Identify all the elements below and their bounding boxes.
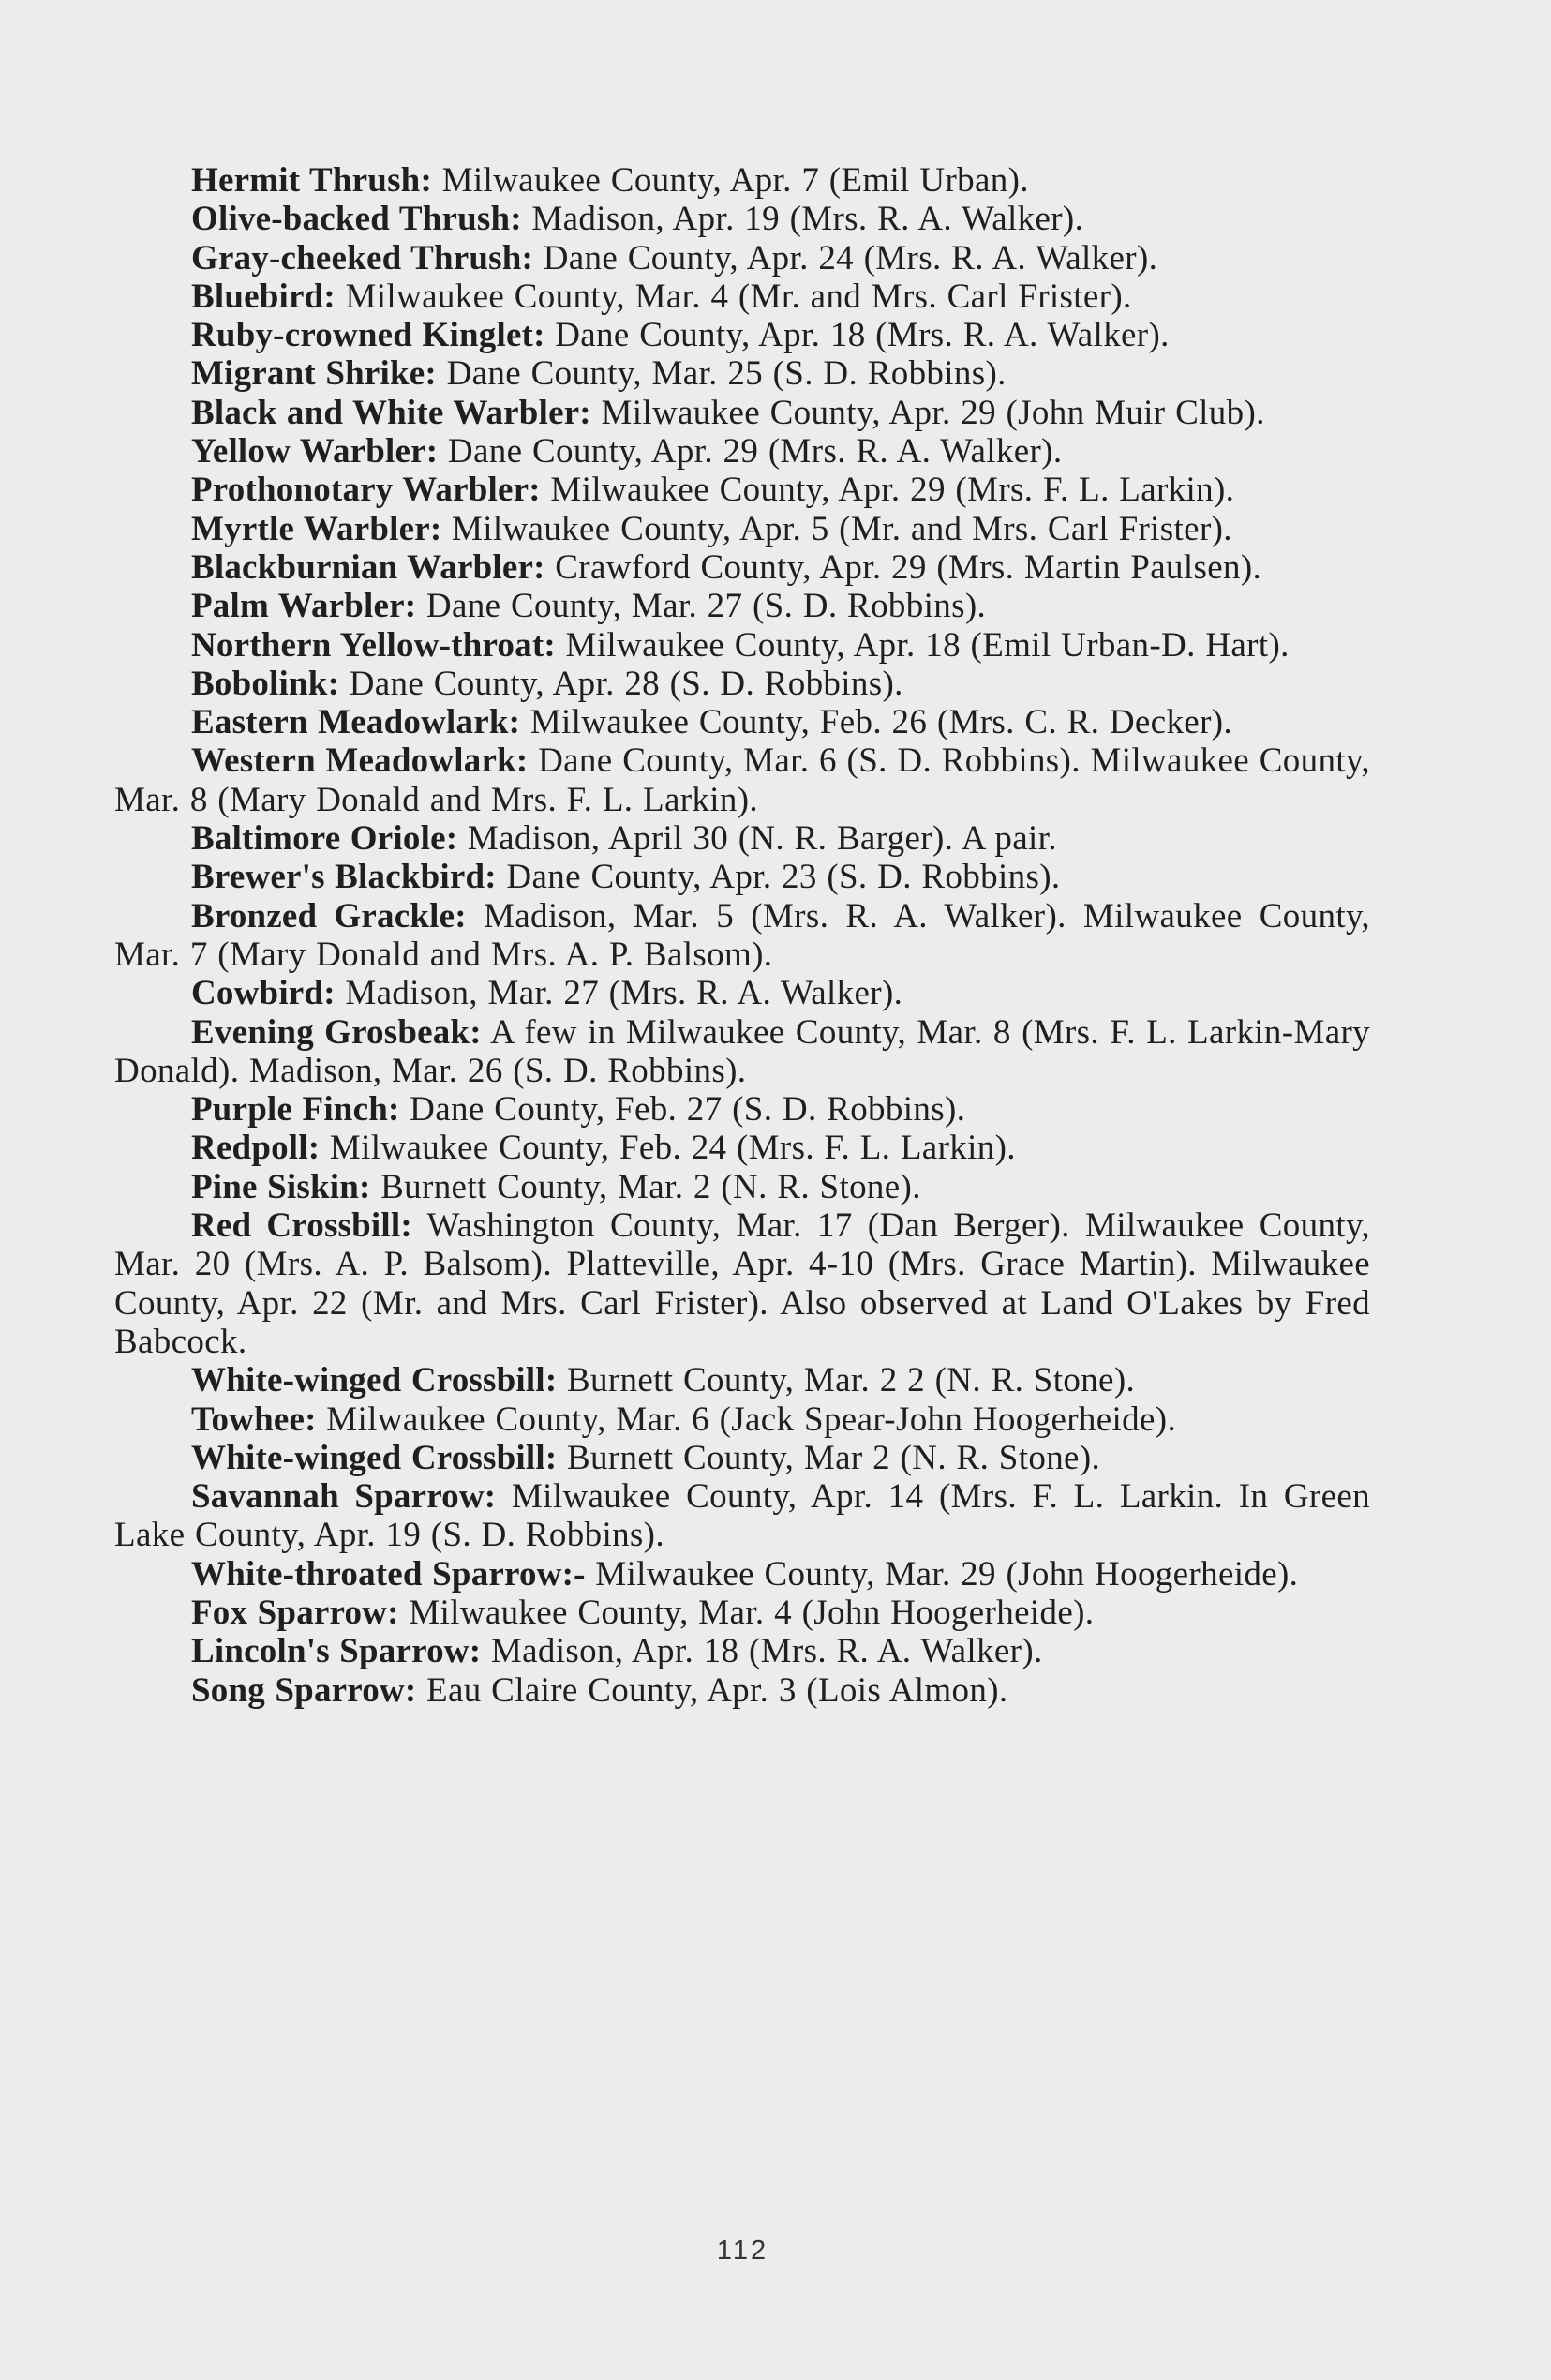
list-item	[114, 897, 1370, 975]
list-item	[114, 548, 1370, 587]
species-name: Song Sparrow:	[191, 1670, 417, 1710]
species-name: Fox Sparrow:	[191, 1593, 399, 1632]
species-name: Brewer's Blackbird:	[191, 858, 497, 897]
species-name: Northern Yellow-throat:	[191, 625, 556, 665]
species-name: Ruby-crowned Kinglet:	[191, 316, 545, 355]
record-text: Madison, Mar. 27 (Mrs. R. A. Walker).	[345, 974, 903, 1013]
record-text: Madison, Mar. 5 (Mrs. R. A. Walker). Milwaukee County, Mar. 7 (Mary Donald and Mrs. A. P. Balsom).	[114, 896, 1370, 974]
list-item	[114, 1013, 1370, 1091]
record-text: A few in Milwaukee County, Mar. 8 (Mrs. F. L. Larkin-Mary Donald). Madison, Mar. 26 (S. D. Robbins).	[114, 1012, 1370, 1090]
species-name: Eastern Meadowlark:	[191, 703, 521, 742]
record-text: Dane County, Apr. 24 (Mrs. R. A. Walker).	[543, 238, 1158, 277]
record-text: Burnett County, Mar. 2 2 (N. R. Stone).	[566, 1361, 1136, 1400]
record-text: Milwaukee County, Apr. 5 (Mr. and Mrs. Carl Frister).	[451, 509, 1232, 548]
species-name: Hermit Thrush:	[191, 161, 432, 200]
list-item	[114, 471, 1370, 509]
species-name: Palm Warbler:	[191, 587, 417, 626]
record-text: Dane County, Feb. 27 (S. D. Robbins).	[410, 1090, 966, 1130]
species-name: Olive-backed Thrush:	[191, 200, 522, 239]
list-item	[114, 974, 1370, 1012]
record-text: Milwaukee County, Apr. 29 (Mrs. F. L. Larkin).	[550, 471, 1235, 510]
list-item	[114, 1594, 1370, 1632]
species-name: Baltimore Oriole:	[191, 819, 458, 859]
species-name: Bobolink:	[191, 664, 340, 703]
record-text: Eau Claire County, Apr. 3 (Lois Almon).	[426, 1670, 1008, 1710]
list-item	[114, 1555, 1370, 1594]
record-text: Burnett County, Mar 2 (N. R. Stone).	[566, 1438, 1101, 1477]
record-text: Dane County, Apr. 29 (Mrs. R. A. Walker).	[447, 432, 1063, 472]
record-text: Dane County, Apr. 23 (S. D. Robbins).	[506, 858, 1061, 897]
record-text: Dane County, Mar. 27 (S. D. Robbins).	[425, 587, 987, 626]
species-name: Bluebird:	[191, 277, 336, 316]
species-name: Yellow Warbler:	[191, 432, 439, 472]
species-name: White-winged Crossbill:	[191, 1361, 558, 1400]
record-text: Milwaukee County, Apr. 18 (Emil Urban-D. Hart).	[565, 625, 1290, 665]
record-text: Madison, April 30 (N. R. Barger). A pair.	[467, 819, 1057, 859]
record-text: Milwaukee County, Mar. 6 (Jack Spear-John Hoogerheide).	[326, 1400, 1177, 1439]
record-text: Milwaukee County, Mar. 4 (John Hoogerheide).	[409, 1593, 1095, 1632]
list-item	[114, 200, 1370, 238]
record-text: Milwaukee County, Apr. 14 (Mrs. F. L. Larkin. In Green Lake County, Apr. 19 (S. D. Robbins).	[114, 1477, 1370, 1555]
record-text: Milwaukee County, Apr. 29 (John Muir Club).	[601, 393, 1265, 432]
species-name: Western Meadowlark:	[191, 741, 529, 781]
species-name: Myrtle Warbler:	[191, 509, 442, 548]
list-item	[114, 703, 1370, 741]
list-item	[114, 741, 1370, 819]
list-item	[114, 394, 1370, 432]
record-text: Milwaukee County, Mar. 29 (John Hoogerheide).	[595, 1554, 1299, 1594]
record-text: Dane County, Apr. 28 (S. D. Robbins).	[349, 664, 903, 703]
list-item	[114, 858, 1370, 896]
list-item	[114, 1129, 1370, 1167]
list-item	[114, 277, 1370, 316]
list-item	[114, 1439, 1370, 1477]
species-name: Redpoll:	[191, 1129, 321, 1168]
record-text: Washington County, Mar. 17 (Dan Berger). Milwaukee County, Mar. 20 (Mrs. A. P. Balsom). Platteville, Apr. 4-10 (Mrs. Grace Martin). Milwaukee County, Apr. 22 (Mr. and Mrs. Carl Frister). Also observed at Land O'Lakes by Fred Babcock.	[114, 1206, 1370, 1361]
species-name: Cowbird:	[191, 974, 336, 1013]
species-name: Bronzed Grackle:	[191, 896, 467, 936]
record-text: Milwaukee County, Feb. 24 (Mrs. F. L. Larkin).	[329, 1129, 1016, 1168]
record-text: Madison, Apr. 19 (Mrs. R. A. Walker).	[531, 200, 1084, 239]
list-item	[114, 1400, 1370, 1439]
species-name: Migrant Shrike:	[191, 354, 437, 394]
list-item	[114, 1477, 1370, 1555]
list-item	[114, 239, 1370, 277]
list-item	[114, 161, 1370, 200]
list-item	[114, 354, 1370, 393]
list-item	[114, 1632, 1370, 1670]
species-name: Lincoln's Sparrow:	[191, 1632, 482, 1671]
list-item	[114, 1361, 1370, 1400]
species-name: Prothonotary Warbler:	[191, 471, 541, 510]
list-item	[114, 432, 1370, 471]
page-number: 112	[716, 2236, 769, 2266]
list-item	[114, 316, 1370, 354]
list-item	[114, 587, 1370, 625]
species-name: Blackburnian Warbler:	[191, 547, 545, 587]
list-item	[114, 510, 1370, 548]
species-name: Evening Grosbeak:	[191, 1012, 482, 1052]
record-text: Dane County, Apr. 18 (Mrs. R. A. Walker).	[555, 316, 1170, 355]
record-text: Dane County, Mar. 25 (S. D. Robbins).	[446, 354, 1007, 394]
record-text: Crawford County, Apr. 29 (Mrs. Martin Paulsen).	[555, 547, 1262, 587]
species-name: White-winged Crossbill:	[191, 1438, 558, 1477]
record-text: Milwaukee County, Apr. 7 (Emil Urban).	[441, 161, 1029, 200]
list-item	[114, 1168, 1370, 1206]
list-item	[114, 1671, 1370, 1710]
species-name: Savannah Sparrow:	[191, 1477, 497, 1517]
record-text: Burnett County, Mar. 2 (N. R. Stone).	[380, 1167, 921, 1206]
species-name: Black and White Warbler:	[191, 393, 591, 432]
species-name: Purple Finch:	[191, 1090, 400, 1130]
list-item	[114, 665, 1370, 703]
species-name: Pine Siskin:	[191, 1167, 371, 1206]
records-list	[114, 161, 1370, 1710]
list-item	[114, 1206, 1370, 1361]
species-name: Gray-cheeked Thrush:	[191, 238, 534, 277]
species-name: Red Crossbill:	[191, 1206, 412, 1246]
species-name: Towhee:	[191, 1400, 317, 1439]
species-name: White-throated Sparrow:-	[191, 1554, 586, 1594]
list-item	[114, 819, 1370, 858]
record-text: Milwaukee County, Feb. 26 (Mrs. C. R. Decker).	[529, 703, 1233, 742]
list-item	[114, 626, 1370, 665]
record-text: Milwaukee County, Mar. 4 (Mr. and Mrs. Carl Frister).	[345, 277, 1132, 316]
record-text: Dane County, Mar. 6 (S. D. Robbins). Milwaukee County, Mar. 8 (Mary Donald and Mrs. F. L. Larkin).	[114, 741, 1370, 819]
record-text: Madison, Apr. 18 (Mrs. R. A. Walker).	[490, 1632, 1043, 1671]
list-item	[114, 1090, 1370, 1129]
